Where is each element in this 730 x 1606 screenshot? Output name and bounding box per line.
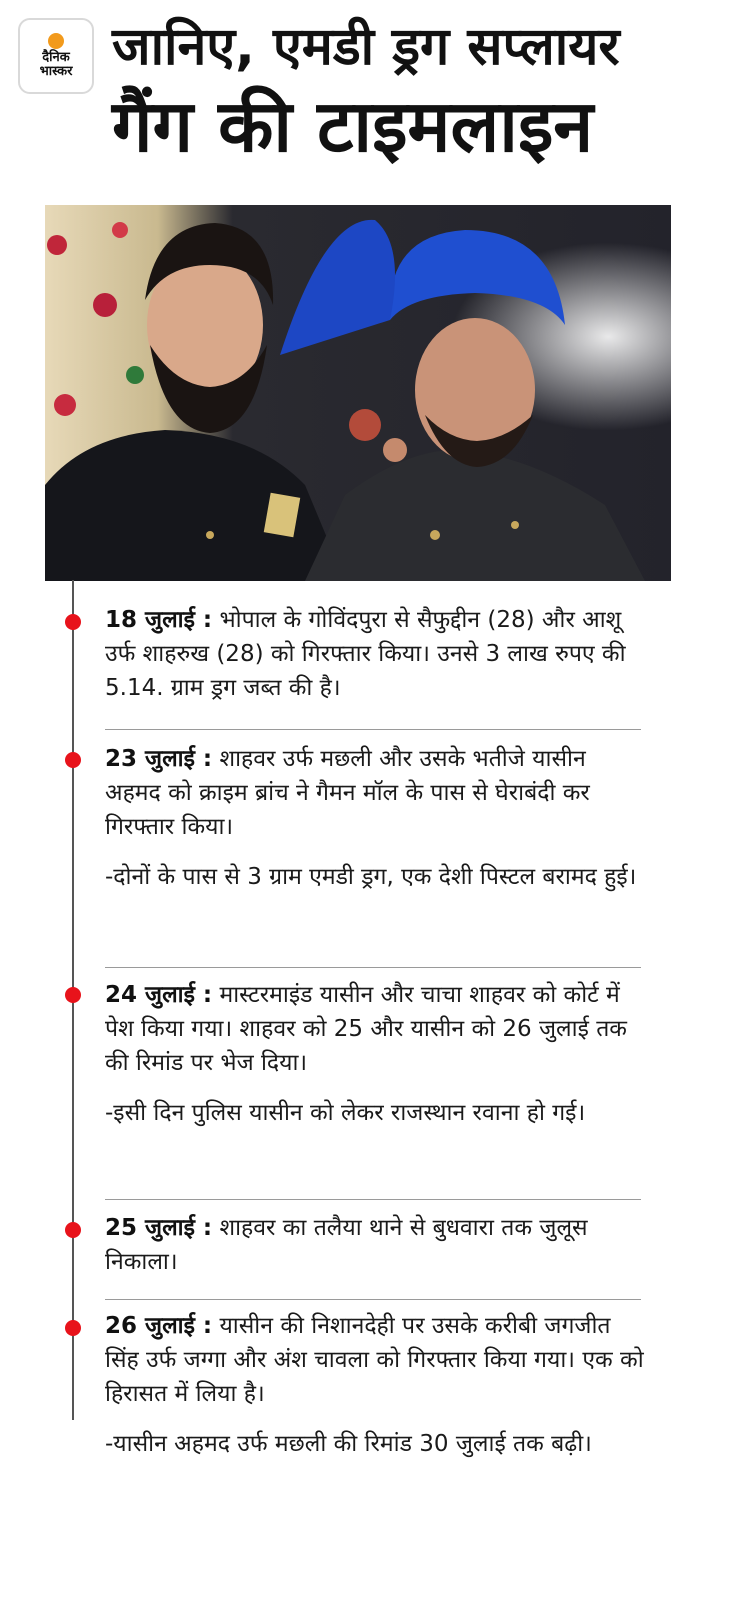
timeline-bullet xyxy=(65,752,81,768)
entry-body: मास्टरमाइंड यासीन और चाचा शाहवर को कोर्ट में पेश किया गया। शाहवर को 25 और यासीन को 26 जुलाई तक की रिमांड पर भेज दिया। xyxy=(105,982,627,1076)
page-title xyxy=(112,14,712,172)
entry-body: भोपाल के गोविंदपुरा से सैफुद्दीन (28) और आशू उर्फ शाहरुख (28) को गिरफ्तार किया। उनसे 3 लाख रुपए की 5.14. ग्राम ड्रग जब्त की है। xyxy=(105,607,626,701)
timeline-entry xyxy=(105,978,645,1130)
entry-text xyxy=(105,978,645,1080)
entry-date: 26 जुलाई : xyxy=(105,1313,213,1339)
entry-body: शाहवर का तलैया थाने से बुधवारा तक जुलूस निकाला। xyxy=(105,1215,588,1275)
logo-line2: भास्कर xyxy=(39,64,73,79)
news-photo xyxy=(45,205,671,581)
title-line1: जानिए, एमडी ड्रग सप्लायर xyxy=(112,17,620,77)
entry-note: -यासीन अहमद उर्फ मछली की रिमांड 30 जुलाई तक बढ़ी। xyxy=(105,1431,592,1457)
logo-sun-icon xyxy=(48,33,64,49)
entry-date: 23 जुलाई : xyxy=(105,746,213,772)
timeline-entry xyxy=(105,1211,645,1279)
timeline-bullet xyxy=(65,1320,81,1336)
entry-body: यासीन की निशानदेही पर उसके करीबी जगजीत सिंह उर्फ जग्गा और अंश चावला को गिरफ्तार किया गया। एक को हिरासत में लिया है। xyxy=(105,1313,644,1407)
entry-divider xyxy=(105,729,641,730)
entry-body: शाहवर उर्फ मछली और उसके भतीजे यासीन अहमद को क्राइम ब्रांच ने गैमन मॉल के पास से घेराबंदी कर गिरफ्तार किया। xyxy=(105,746,590,840)
entry-divider xyxy=(105,1299,641,1300)
entry-date: 25 जुलाई : xyxy=(105,1215,213,1241)
entry-divider xyxy=(105,1199,641,1200)
title-line2: गैंग की टाइमलाइन xyxy=(112,84,594,168)
timeline-entry xyxy=(105,742,645,894)
timeline-bullet xyxy=(65,987,81,1003)
entry-note: -इसी दिन पुलिस यासीन को लेकर राजस्थान रवाना हो गई। xyxy=(105,1100,586,1126)
entry-text xyxy=(105,1211,645,1279)
entry-text xyxy=(105,603,645,705)
entry-divider xyxy=(105,967,641,968)
entry-text xyxy=(105,742,645,844)
timeline-bullet xyxy=(65,614,81,630)
logo-line1: दैनिक xyxy=(42,50,70,65)
entry-text xyxy=(105,1309,645,1411)
entry-note: -दोनों के पास से 3 ग्राम एमडी ड्रग, एक देशी पिस्टल बरामद हुई। xyxy=(105,864,637,890)
timeline-entry xyxy=(105,1309,645,1461)
entry-date: 24 जुलाई : xyxy=(105,982,213,1008)
timeline-entry xyxy=(105,603,645,705)
dainik-bhaskar-logo xyxy=(18,18,94,94)
entry-date: 18 जुलाई : xyxy=(105,607,213,633)
timeline-bullet xyxy=(65,1222,81,1238)
